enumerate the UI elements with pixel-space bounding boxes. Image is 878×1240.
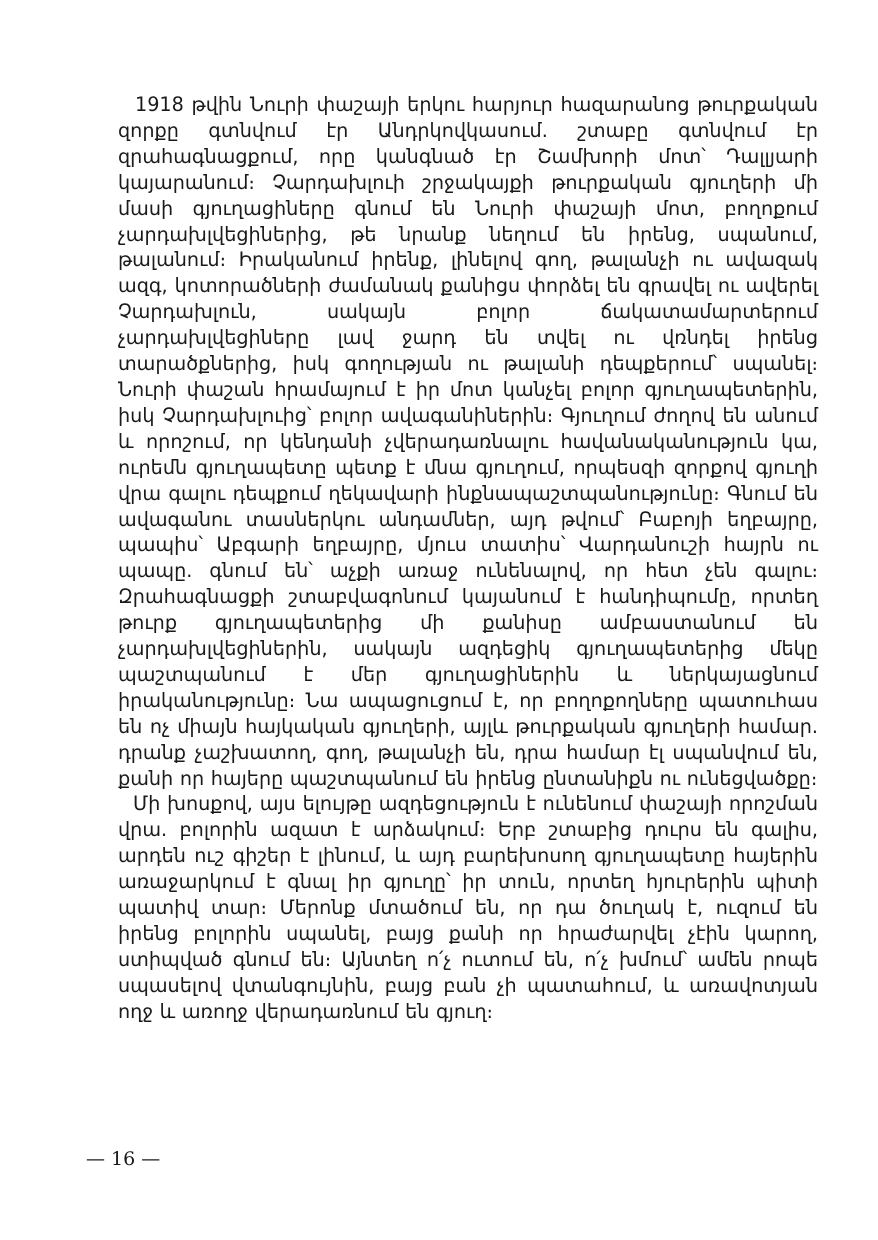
page-number: — 16 — <box>86 1148 161 1170</box>
paragraph-2: Մի խոսքով, այս ելույթը ազդեցություն է ունենում փաշայի որոշման վրա. բոլորին ազատ է արձակում։ Երբ շտաբից դուրս են գալիս, արդեն ուշ գիշեր է լինում, և այդ բարեխոսող գյուղապետը հայերին առաջարկում է գնալ իր գյուղը՝ իր տուն, որտեղ հյուրերին պիտի պատիվ տար։ Մերոնք մտածում են, որ դա ծուղակ է, ուզում են իրենց բոլորին սպանել, բայց քանի որ հրաժարվել չէին կարող, ստիպված գնում են։ Այնտեղ ո՛չ ուտում են, ո՛չ խմում՝ ամեն րոպե սպասելով վտանգույնին, բայց բան չի պատահում, և առավոտյան ողջ և առողջ վերադառնում են գյուղ։ <box>118 792 818 1023</box>
page-body <box>118 92 818 1025</box>
paragraph-1: 1918 թվին Նուրի փաշայի երկու հարյուր հազարանոց թուրքական զորքը գտնվում էր Անդրկովկասում. շտաբը գտնվում էր զրահագնացքում, որը կանգնած էր Շամխորի մոտ՝ Դալլյարի կայարանում։ Չարդախլուի շրջակայքի թուրքական գյուղերի մի մասի գյուղացիները գնում են Նուրի փաշայի մոտ, բողոքում չարդախլվեցիներից, թե նրանք նեղում են իրենց, սպանում, թալանում։ Իրականում իրենք, լինելով գող, թալանչի ու ավազակ ազգ, կոտորածների ժամանակ քանիցս փորձել են գրավել ու ավերել Չարդախլուն, սակայն բոլոր ճակատամարտերում չարդախլվեցիները լավ ջարդ են տվել ու վռնդել իրենց տարածքներից, իսկ գողության ու թալանի դեպքերում՝ սպանել։ Նուրի փաշան հրամայում է իր մոտ կանչել բոլոր գյուղապետերին, իսկ Չարդախլուից՝ բոլոր ավագանիներին։ Գյուղում ժողով են անում և որոշում, որ կենդանի չվերադառնալու հավանականություն կա, ուրեմն գյուղապետը պետք է մնա գյուղում, որպեսզի զորքով գյուղի վրա գալու դեպքում ղեկավարի ինքնապաշտպանությունը։ Գնում են ավագանու տասներկու անդամներ, այդ թվում՝ Բաբոյի եղբայրը, պապիս՝ Աբգարի եղբայրը, մյուս տատիս՝ Վարդանուշի հայրն ու պապը. գնում են՝ աչքի առաջ ունենալով, որ հետ չեն գալու։ Զրահագնացքի շտաբվագոնում կայանում է հանդիպումը, որտեղ թուրք գյուղապետերից մի քանիսը ամբաստանում են չարդախլվեցիներին, սակայն ազդեցիկ գյուղապետերից մեկը պաշտպանում է մեր գյուղացիներին և ներկայացնում իրականությունը։ Նա ապացուցում է, որ բողոքողները պատուհաս են ոչ միայն հայկական գյուղերի, այլև թուրքական գյուղերի համար. դրանք չաշխատող, գող, թալանչի են, դրա համար էլ սպանվում են, քանի որ հայերը պաշտպանում են իրենց ընտանիքն ու ունեցվածքը։ <box>118 93 818 790</box>
